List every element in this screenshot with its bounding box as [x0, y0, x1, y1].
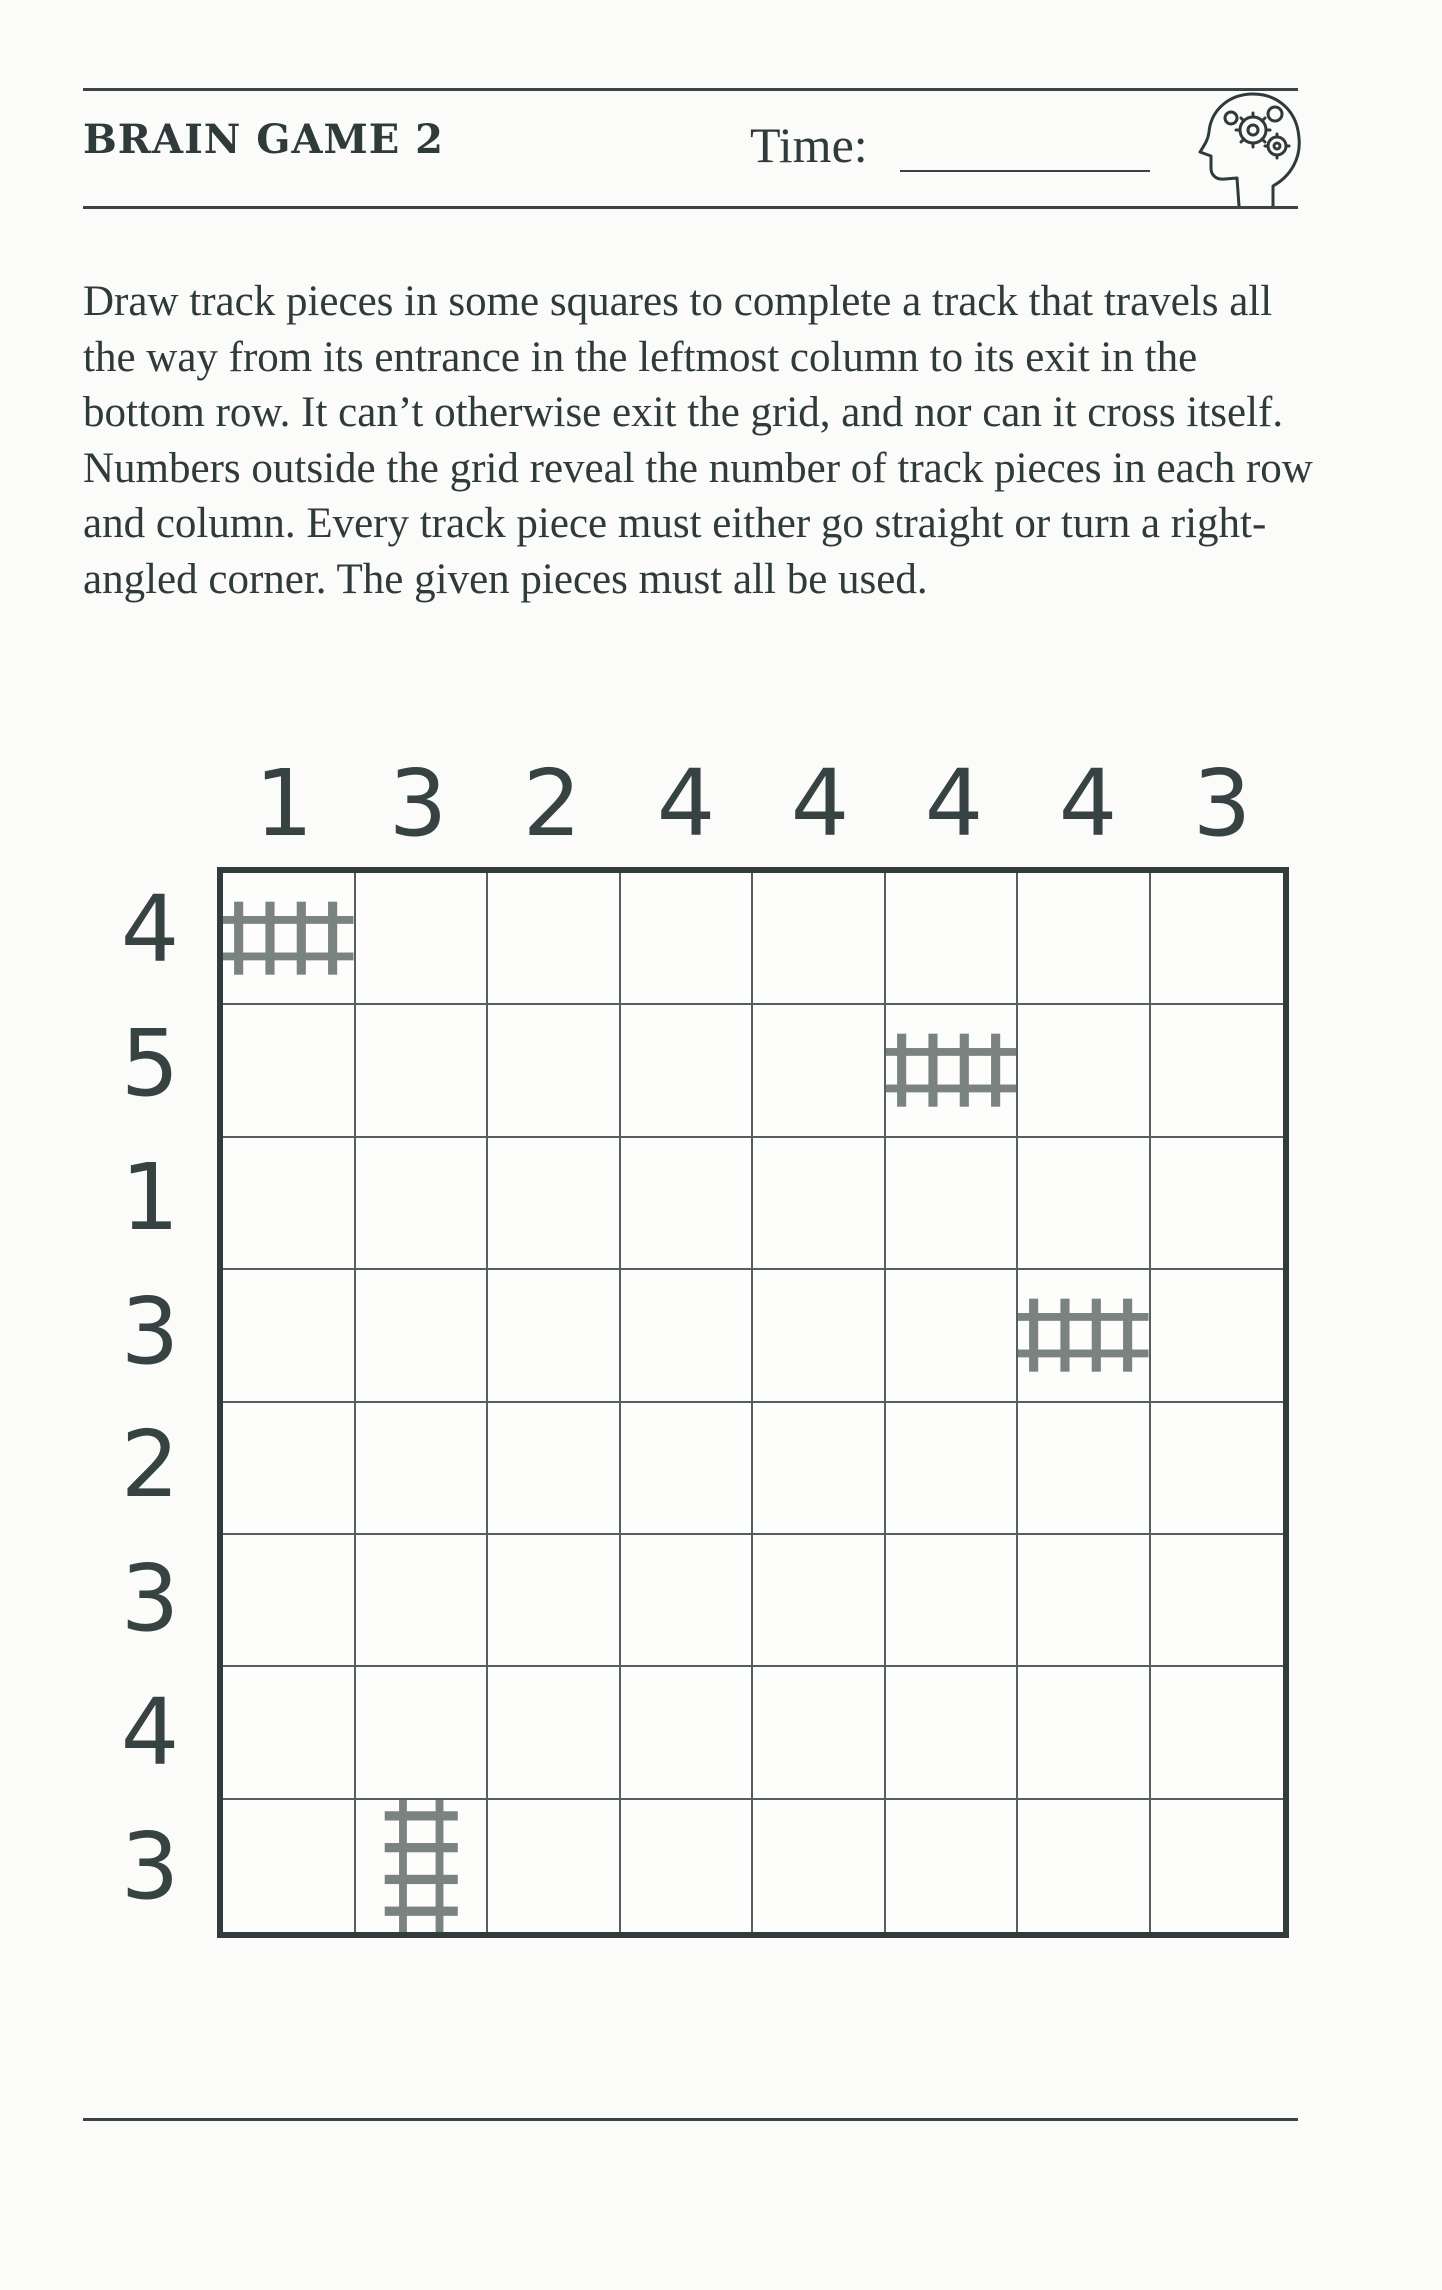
grid-cell-r2-c7[interactable] — [1018, 1005, 1151, 1137]
column-clue-6: 4 — [924, 750, 984, 857]
grid-cell-r2-c5[interactable] — [753, 1005, 886, 1137]
grid-cell-r5-c6[interactable] — [886, 1403, 1019, 1535]
grid-cell-r1-c5[interactable] — [753, 873, 886, 1005]
grid-cell-r6-c8[interactable] — [1151, 1535, 1284, 1667]
grid-cell-r6-c1[interactable] — [223, 1535, 356, 1667]
row-clue-8: 3 — [120, 1813, 180, 1921]
header-bottom-rule — [83, 206, 1298, 209]
horizontal-track-piece-icon — [1018, 1270, 1149, 1400]
grid-cell-r6-c7[interactable] — [1018, 1535, 1151, 1667]
grid-cell-r8-c6[interactable] — [886, 1800, 1019, 1932]
grid-cell-r4-c4[interactable] — [621, 1270, 754, 1402]
grid-cell-r4-c5[interactable] — [753, 1270, 886, 1402]
grid-cell-r2-c3[interactable] — [488, 1005, 621, 1137]
grid-cell-r6-c3[interactable] — [488, 1535, 621, 1667]
grid-cell-r5-c2[interactable] — [356, 1403, 489, 1535]
column-clue-8: 3 — [1192, 750, 1252, 857]
brain-gears-head-icon — [1195, 88, 1305, 213]
puzzle-grid — [217, 867, 1289, 1938]
column-clue-2: 3 — [388, 750, 448, 857]
grid-cell-r7-c6[interactable] — [886, 1667, 1019, 1799]
grid-cell-r8-c7[interactable] — [1018, 1800, 1151, 1932]
grid-cell-r1-c1 — [223, 873, 356, 1005]
grid-cell-r6-c4[interactable] — [621, 1535, 754, 1667]
grid-cell-r8-c3[interactable] — [488, 1800, 621, 1932]
grid-cell-r7-c5[interactable] — [753, 1667, 886, 1799]
grid-cell-r3-c1[interactable] — [223, 1138, 356, 1270]
grid-cell-r3-c3[interactable] — [488, 1138, 621, 1270]
grid-cell-r5-c7[interactable] — [1018, 1403, 1151, 1535]
grid-cell-r3-c8[interactable] — [1151, 1138, 1284, 1270]
vertical-track-piece-icon — [356, 1800, 487, 1932]
grid-cell-r3-c6[interactable] — [886, 1138, 1019, 1270]
grid-cell-r1-c2[interactable] — [356, 873, 489, 1005]
grid-cell-r4-c6[interactable] — [886, 1270, 1019, 1402]
grid-cell-r3-c2[interactable] — [356, 1138, 489, 1270]
time-label: Time: — [750, 117, 868, 173]
grid-cell-r7-c7[interactable] — [1018, 1667, 1151, 1799]
grid-cell-r8-c1[interactable] — [223, 1800, 356, 1932]
horizontal-track-piece-icon — [223, 873, 354, 1003]
grid-cell-r8-c2 — [356, 1800, 489, 1932]
grid-cell-r5-c3[interactable] — [488, 1403, 621, 1535]
grid-cell-r7-c2[interactable] — [356, 1667, 489, 1799]
grid-cell-r7-c3[interactable] — [488, 1667, 621, 1799]
row-clue-7: 4 — [120, 1679, 180, 1787]
grid-cell-r5-c4[interactable] — [621, 1403, 754, 1535]
grid-cell-r8-c4[interactable] — [621, 1800, 754, 1932]
grid-cell-r4-c1[interactable] — [223, 1270, 356, 1402]
footer-rule — [83, 2118, 1298, 2121]
grid-cell-r2-c6 — [886, 1005, 1019, 1137]
grid-cell-r4-c8[interactable] — [1151, 1270, 1284, 1402]
grid-cell-r7-c4[interactable] — [621, 1667, 754, 1799]
grid-cell-r7-c8[interactable] — [1151, 1667, 1284, 1799]
grid-cell-r8-c5[interactable] — [753, 1800, 886, 1932]
grid-cell-r7-c1[interactable] — [223, 1667, 356, 1799]
grid-cell-r3-c4[interactable] — [621, 1138, 754, 1270]
row-clue-4: 3 — [120, 1277, 180, 1385]
grid-cell-r4-c7 — [1018, 1270, 1151, 1402]
row-clue-2: 5 — [120, 1009, 180, 1117]
column-clue-7: 4 — [1058, 750, 1118, 857]
grid-cell-r2-c1[interactable] — [223, 1005, 356, 1137]
grid-cell-r6-c2[interactable] — [356, 1535, 489, 1667]
time-entry-line[interactable] — [900, 170, 1150, 172]
row-clue-3: 1 — [120, 1143, 180, 1251]
grid-cell-r1-c4[interactable] — [621, 873, 754, 1005]
column-clue-1: 1 — [254, 750, 314, 857]
page-title: BRAIN GAME 2 — [83, 116, 445, 163]
grid-cell-r8-c8[interactable] — [1151, 1800, 1284, 1932]
grid-cell-r6-c6[interactable] — [886, 1535, 1019, 1667]
grid-cell-r4-c2[interactable] — [356, 1270, 489, 1402]
grid-cell-r2-c2[interactable] — [356, 1005, 489, 1137]
horizontal-track-piece-icon — [886, 1005, 1017, 1135]
grid-cell-r5-c1[interactable] — [223, 1403, 356, 1535]
grid-cell-r1-c8[interactable] — [1151, 873, 1284, 1005]
row-clue-1: 4 — [120, 875, 180, 983]
grid-cell-r2-c8[interactable] — [1151, 1005, 1284, 1137]
grid-cell-r1-c3[interactable] — [488, 873, 621, 1005]
instructions-text: Draw track pieces in some squares to complete a track that travels all the way from its entrance in the leftmost column to its exit in the bottom row. It can’t otherwise exit the grid, and nor can it cross itself. Numbers outside the grid reveal the number of track pieces in each row and column. Every track piece must either go straight or turn a right-angled corner. The given pieces must all be used. — [83, 278, 1313, 603]
grid-cell-r3-c7[interactable] — [1018, 1138, 1151, 1270]
grid-cell-r3-c5[interactable] — [753, 1138, 886, 1270]
grid-cell-r5-c5[interactable] — [753, 1403, 886, 1535]
column-clue-5: 4 — [790, 750, 850, 857]
column-clue-3: 2 — [522, 750, 582, 857]
grid-cell-r4-c3[interactable] — [488, 1270, 621, 1402]
grid-cell-r1-c6[interactable] — [886, 873, 1019, 1005]
grid-cell-r1-c7[interactable] — [1018, 873, 1151, 1005]
row-clue-5: 2 — [120, 1411, 180, 1519]
column-clue-4: 4 — [656, 750, 716, 857]
grid-cell-r2-c4[interactable] — [621, 1005, 754, 1137]
grid-cell-r5-c8[interactable] — [1151, 1403, 1284, 1535]
row-clue-6: 3 — [120, 1545, 180, 1653]
header-top-rule — [83, 88, 1298, 91]
grid-cell-r6-c5[interactable] — [753, 1535, 886, 1667]
